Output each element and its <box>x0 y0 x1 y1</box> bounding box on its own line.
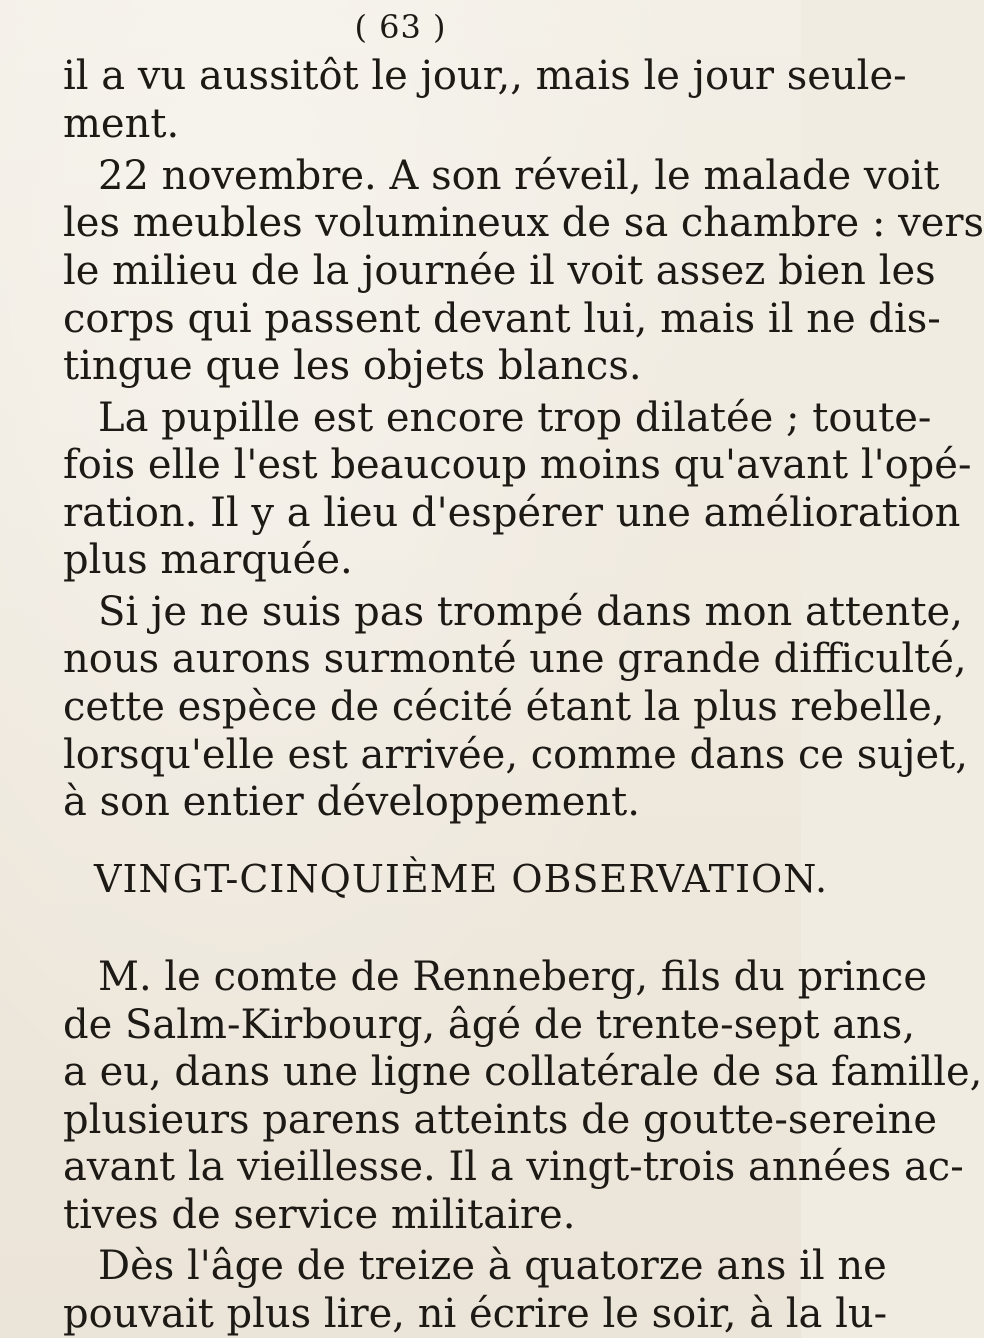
page-number: ( 63 ) <box>354 8 447 46</box>
text-line: les meubles volumineux de sa chambre : vers <box>63 200 984 247</box>
text-line: fois elle l'est beaucoup moins qu'avant l'opé- <box>63 442 972 489</box>
text-line: ration. Il y a lieu d'espérer une amélioration <box>63 489 961 536</box>
text-line: lorsqu'elle est arrivée, comme dans ce sujet, <box>63 731 968 778</box>
text-line: 22 novembre. A son réveil, le malade voit <box>98 152 940 199</box>
text-line: corps qui passent devant lui, mais il ne dis- <box>63 295 941 342</box>
text-line: M. le comte de Renneberg, fils du prince <box>98 954 928 1001</box>
text-line: ment. <box>63 100 180 147</box>
text-line: plus marquée. <box>63 537 353 584</box>
text-line: il a vu aussitôt le jour,, mais le jour seule- <box>63 53 907 99</box>
text-line: de Salm-Kirbourg, âgé de trente-sept ans, <box>63 1001 916 1048</box>
text-line: nous aurons surmonté une grande difficulté, <box>63 636 967 683</box>
text-line: avant la vieillesse. Il a vingt-trois années ac- <box>63 1144 964 1191</box>
text-line: à son entier développement. <box>63 779 640 826</box>
text-line: plusieurs parens atteints de goutte-sereine <box>63 1096 938 1143</box>
section-heading: VINGT-CINQUIÈME OBSERVATION. <box>94 856 829 901</box>
text-line: La pupille est encore trop dilatée ; toute- <box>98 394 932 441</box>
text-line: Si je ne suis pas trompé dans mon attente, <box>98 588 963 635</box>
text-line: tives de service militaire. <box>63 1192 576 1239</box>
text-line: a eu, dans une ligne collatérale de sa famille, <box>63 1049 983 1096</box>
text-line: le milieu de la journée il voit assez bien les <box>63 248 936 295</box>
text-line: tingue que les objets blancs. <box>63 343 642 390</box>
text-line: Dès l'âge de treize à quatorze ans il ne <box>98 1243 887 1290</box>
text-line: pouvait plus lire, ni écrire le soir, à la lu- <box>63 1291 888 1337</box>
text-line: cette espèce de cécité étant la plus rebelle, <box>63 683 945 730</box>
